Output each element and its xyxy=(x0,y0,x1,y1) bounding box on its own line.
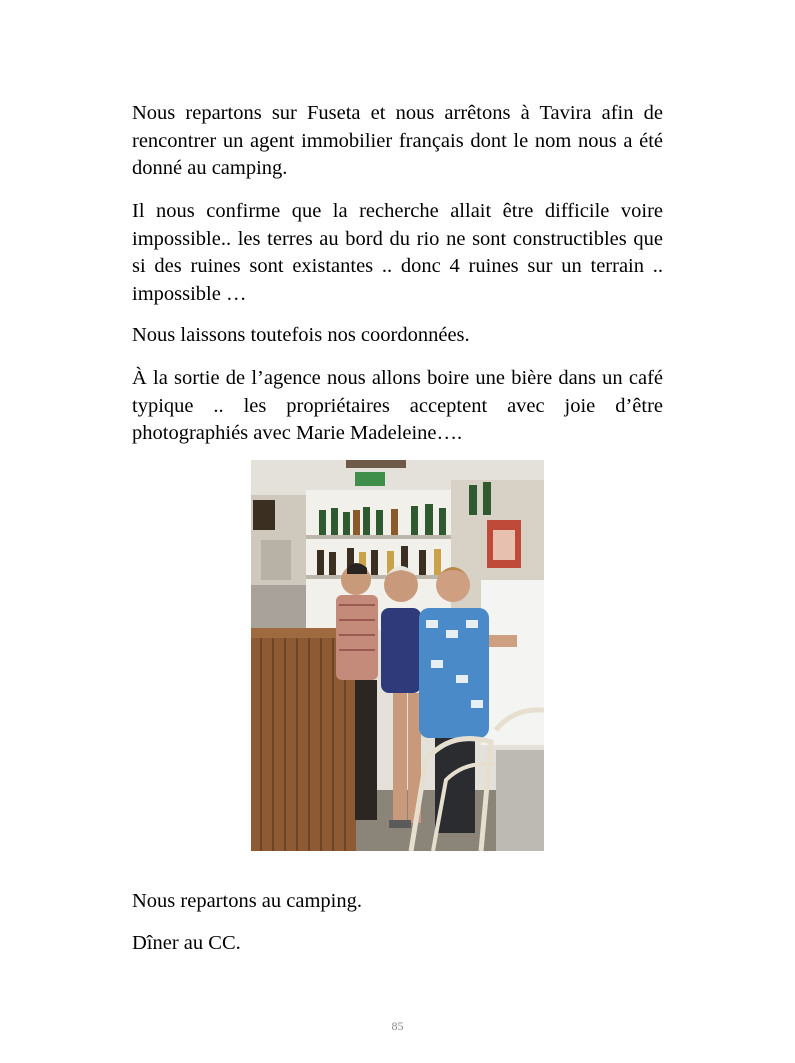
paragraph-3: Nous laissons toutefois nos coordonnées. xyxy=(132,324,470,346)
paragraph-2: Il nous confirme que la recherche allait être difficile voire impossible.. les terres au bord du rio ne sont constructibles que si des ruines sont existantes .. donc 4 ruines sur un terrain .. impossible … xyxy=(132,200,663,305)
paragraph-5: Nous repartons au camping. xyxy=(132,890,362,912)
paragraph-4: À la sortie de l’agence nous allons boire une bière dans un café typique .. les propriétaires acceptent avec joie d’être photographiés avec Marie Madeleine…. xyxy=(132,367,663,444)
paragraph-6: Dîner au CC. xyxy=(132,932,241,954)
paragraph-1: Nous repartons sur Fuseta et nous arrêtons à Tavira afin de rencontrer un agent immobilier français dont le nom nous a été donné au camping. xyxy=(132,102,663,179)
page-number: 85 xyxy=(391,1019,404,1033)
cafe-photo xyxy=(251,460,544,851)
